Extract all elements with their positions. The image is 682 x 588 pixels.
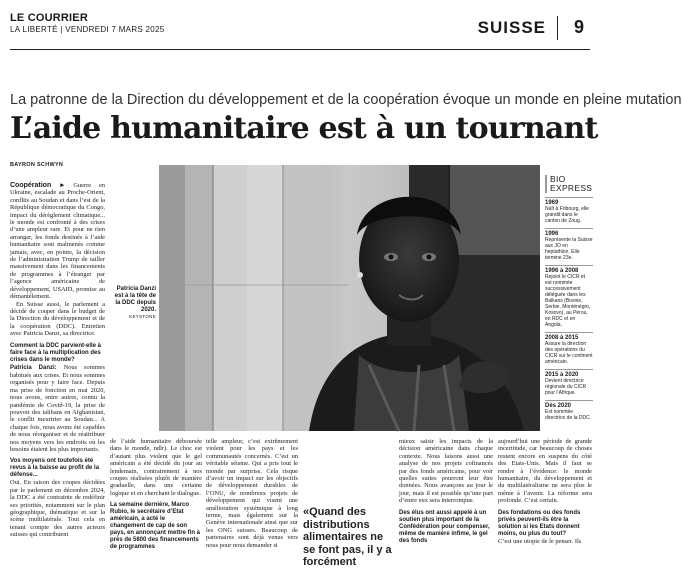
bio-entry — [545, 265, 593, 328]
answer-text: Nous sommes habitués aux crises. Et nous sommes organisés pour y faire face. Depuis ma prise de fonction en mai 2020, nous avons, entre autres, connu la pandémie de Covid-19, la prise de pouvoir des talibans en Afghanistan, le conflit meurtrier au Soudan... A chaque fois, nous avons été capables de nous réorganiser et de réattribuer nos moyens vers les endroits où les besoins étaient les plus importants. — [10, 363, 105, 453]
bio-text: Assure la direction des opérations du CICR sur le continent américain. — [545, 341, 593, 365]
bio-year: 2008 à 2015 — [545, 332, 593, 341]
bio-entry — [545, 400, 593, 421]
bio-year: 1996 — [545, 228, 593, 237]
portrait-photo — [159, 165, 540, 431]
bio-entry — [545, 197, 593, 224]
body-paragraph: mieux saisir les impacts de la décision américaine dans chaque contexte. Nous faisons aussi une analyse de nos projets cofinancés par des fonds américains, pour voir quelles suites pourront leur être données. Nous avançons au jour le jour, mais il est possible qu’une part d’entre eux sera interrompue. — [399, 438, 493, 505]
article-column-5 — [399, 438, 493, 588]
body-paragraph: de l’aide humanitaire déboursée dans le monde, ndlr). Le choc est d’autant plus violent que le gel américain a été décidé du jour au lendemain, contrairement à nos coupes réalisées plutôt de manière graduelle, dans une certaine logique et en cherchant le dialogue. — [110, 438, 202, 497]
question: Comment la DDC parvient-elle à faire face à la multiplication des crises dans le monde? — [10, 342, 102, 363]
question: Des fondations ou des fonds privés peuvent-ils être la solution si les Etats donnent moins, ou plus du tout? — [498, 509, 581, 537]
portrait-photo-art — [159, 165, 540, 431]
bio-text: Rejoint le CICR et est nommée successivement déléguée dans les Balkans (Bosnie, Serbie, Monténégro, Kosovo), au Pérou, en RDC et en Angola. — [545, 274, 591, 328]
article-column-1 — [10, 182, 105, 588]
speaker-name: Patricia Danzi: — [10, 364, 57, 371]
article-column-3 — [206, 438, 298, 588]
photo-credit: KEYSTONE — [129, 314, 156, 319]
photo-caption: Patricia Danzi est à la tête de la DDC depuis 2020. — [114, 286, 156, 313]
answer-paragraph — [10, 364, 105, 454]
section-name: SUISSE — [477, 18, 546, 37]
article-kicker: La patronne de la Direction du développement et de la coopération évoque un monde en pleine mutation — [10, 92, 682, 108]
section-separator — [557, 16, 558, 40]
bio-year: 1969 — [545, 197, 593, 206]
bio-entry — [545, 332, 593, 365]
question: La semaine dernière, Marco Rubio, le secrétaire d’Etat américain, a acté le changement de cap de son pays, en annonçant mettre fin à près de 5800 des financements de programmes — [110, 502, 201, 551]
body-paragraph: telle ampleur, c’est extrêmement violent pour les pays et les communautés concernés. C’est un véritable séisme. Qui a pris tout le monde par surprise. Cela risque d’avoir un impact sur les objectifs de développement durables de l’ONU, de nombreux projets de développement qui visent une amélioration systémique à long terme, mais également sur la Genève internationale ainsi que sur les ONG suisses. Beaucoup de partenaires sont déjà venus vers nous pour nous demander si — [206, 438, 298, 549]
bio-year: 2015 à 2020 — [545, 369, 593, 378]
bio-text: Représente la Suisse aux JO en heptathlon. Elle termine 23e. — [545, 237, 593, 261]
pull-quote: «Quand des distributions alimentaires ne se font pas, il y a forcément — [303, 506, 392, 568]
question: Des élus ont aussi appelé à un soutien plus important de la Confédération pour compenser, même de manière infime, le gel des fonds — [399, 509, 490, 544]
intro-text: Guerre en Ukraine, escalade au Proche-Orient, conflits au Soudan et dans l’est de la République démocratique du Congo, impact du dérèglement climatique... le monde est confronté à des crises d’une ampleur rare. Et pour ne rien arranger, les fonds destinés à l’aide humanitaire sont malmenés comme jamais, avec, en pointe, la décision de l’administration Trump de tailler massivement dans les financements de programmes à l’étranger par l’agence américaine de développement, USAID, promise au démantèlement. — [10, 182, 105, 301]
article-column-6 — [498, 438, 592, 588]
answer-paragraph: Oui. En raison des coupes décidées par le parlement en décembre 2024, la DDC a été contrainte de redéfinir ses priorités, notamment sur le plan géographique, thématique et sur la scène multilatérale. Tout cela en tenant compte des autres acteurs suisses qui contribuent — [10, 479, 105, 539]
bio-entry — [545, 228, 593, 261]
date-line: LA LIBERTÉ | VENDREDI 7 MARS 2025 — [10, 25, 165, 34]
byline: BAYRON SCHWYN — [10, 162, 64, 168]
bio-title: BIO EXPRESS — [545, 175, 593, 193]
paper-name: LE COURRIER — [10, 12, 88, 24]
page-number: 9 — [573, 17, 584, 37]
article-column-2 — [110, 438, 202, 588]
bio-text: Naît à Fribourg, elle grandit dans le canton de Zoug. — [545, 206, 589, 224]
bio-text: Est nommée directrice de la DDC. — [545, 409, 592, 421]
intro-paragraph-2: En Suisse aussi, le parlement a décidé de couper dans le budget de la Direction du développement et de la coopération (DDC). Entretien avec Patricia Danzi, sa directrice. — [10, 300, 105, 338]
body-paragraph: aujourd’hui une période de grande incertitude, car beaucoup de choses restent encore en suspens du côté des Etats-Unis. Mais il faut se rendre à l’évidence: le monde humanitaire, du développement et du multilatéralisme ne sera plus le même à l’avenir. La réforme sera profonde. C’est certain. — [498, 438, 592, 505]
article-column-4 — [303, 438, 395, 498]
lead-word: Coopération — [10, 182, 52, 189]
body-paragraph: C’est une utopie de le penser. Ils — [498, 537, 582, 545]
bio-year: Dès 2020 — [545, 400, 593, 409]
bio-year: 1996 à 2008 — [545, 265, 593, 274]
bio-express-box — [545, 175, 593, 421]
arrow-icon: ► — [59, 182, 66, 189]
bio-entry — [545, 369, 593, 396]
masthead — [10, 12, 590, 50]
question: Vos moyens ont toutefois été revus à la baisse au profit de la défense... — [10, 458, 100, 479]
intro-paragraph — [10, 182, 105, 301]
article-headline: L’aide humanitaire est à un tournant — [10, 111, 598, 146]
bio-text: Devient directrice régionale du CICR pour l’Afrique. — [545, 378, 587, 396]
